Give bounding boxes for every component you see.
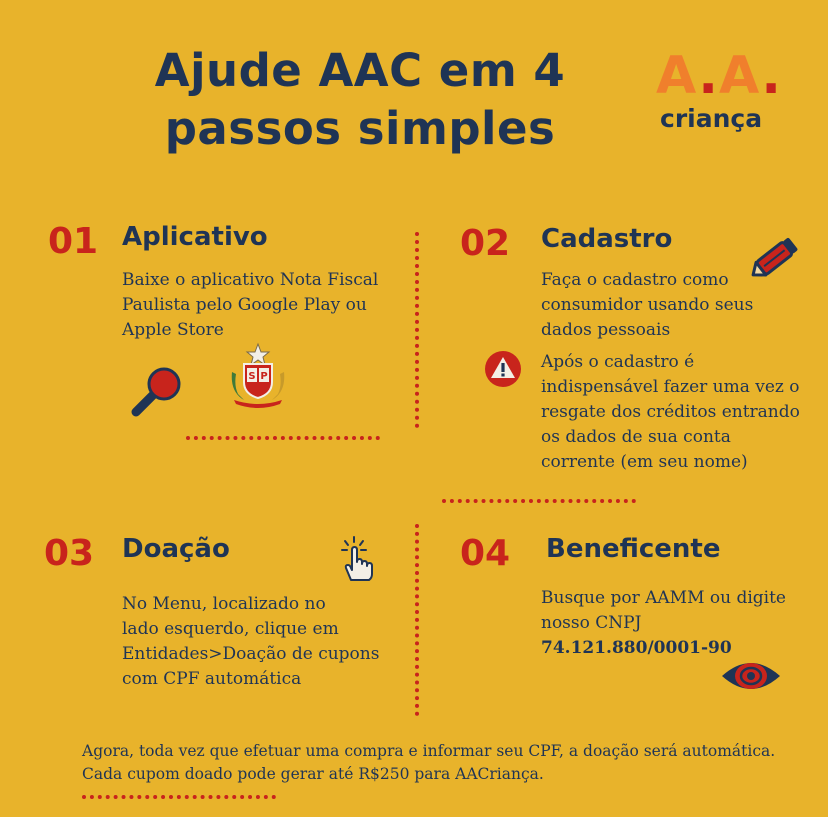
divider-step2 xyxy=(442,499,636,503)
divider-vertical-top xyxy=(415,232,419,428)
logo-mark xyxy=(656,46,782,106)
step2-number: 02 xyxy=(460,223,511,264)
step3-line: lado esquerdo, clique em xyxy=(122,619,339,639)
step4-text xyxy=(541,586,811,661)
step2-line: dados pessoais xyxy=(541,320,671,340)
step3-line: Entidades>Doação de cupons xyxy=(122,644,380,664)
step4-line: nosso CNPJ xyxy=(541,613,642,633)
logo-dot2: . xyxy=(761,46,782,106)
logo-subtitle: criança xyxy=(660,104,763,133)
step2-warning-line: Após o cadastro é xyxy=(541,352,695,372)
step2-title: Cadastro xyxy=(541,224,673,254)
page-title-line1: Ajude AAC em 4 xyxy=(154,44,566,97)
step2-warning-text xyxy=(541,350,821,475)
eye-icon xyxy=(720,656,782,696)
step3-line: No Menu, localizado no xyxy=(122,594,326,614)
step1-text xyxy=(122,268,402,343)
step1-line: Apple Store xyxy=(122,320,224,340)
step3-line: com CPF automática xyxy=(122,669,302,689)
step3-number: 03 xyxy=(44,533,95,574)
step2-line: Faça o cadastro como xyxy=(541,270,729,290)
footer-text xyxy=(82,740,802,786)
divider-footer xyxy=(82,795,276,799)
step2-text xyxy=(541,268,811,343)
step1-line: Paulista pelo Google Play ou xyxy=(122,295,367,315)
page-title xyxy=(110,42,610,158)
warning-icon xyxy=(484,350,522,388)
step2-warning-line: os dados de sua conta xyxy=(541,427,731,447)
step4-title: Beneficente xyxy=(546,534,721,564)
step3-title: Doação xyxy=(122,534,230,564)
logo-letter-a1: A xyxy=(656,46,699,106)
sp-coat-of-arms-icon xyxy=(228,342,288,408)
step1-number: 01 xyxy=(48,221,99,262)
step2-warning-line: corrente (em seu nome) xyxy=(541,452,748,472)
step2-line: consumidor usando seus xyxy=(541,295,754,315)
logo-dot1: . xyxy=(698,46,719,106)
magnifier-icon xyxy=(128,366,184,418)
step2-warning-line: resgate dos créditos entrando xyxy=(541,402,800,422)
step2-warning-line: indispensável fazer uma vez o xyxy=(541,377,800,397)
svg-text:S: S xyxy=(248,371,256,382)
hand-pointer-icon xyxy=(340,536,380,584)
step4-number: 04 xyxy=(460,533,511,574)
step1-title: Aplicativo xyxy=(122,222,268,252)
step3-text xyxy=(122,592,407,692)
logo-letter-a2: A xyxy=(718,46,762,106)
page-title-line2: passos simples xyxy=(164,102,556,155)
divider-vertical-bottom xyxy=(415,524,419,716)
footer-line1: Agora, toda vez que efetuar uma compra e informar seu CPF, a doação será automática. xyxy=(82,742,776,760)
step4-line: Busque por AAMM ou digite xyxy=(541,588,786,608)
step1-line: Baixe o aplicativo Nota Fiscal xyxy=(122,270,379,290)
svg-text:P: P xyxy=(260,371,268,382)
cnpj-value: 74.121.880/0001-90 xyxy=(541,638,732,658)
divider-step1 xyxy=(186,436,380,440)
footer-line2: Cada cupom doado pode gerar até R$250 para AACriança. xyxy=(82,765,544,783)
